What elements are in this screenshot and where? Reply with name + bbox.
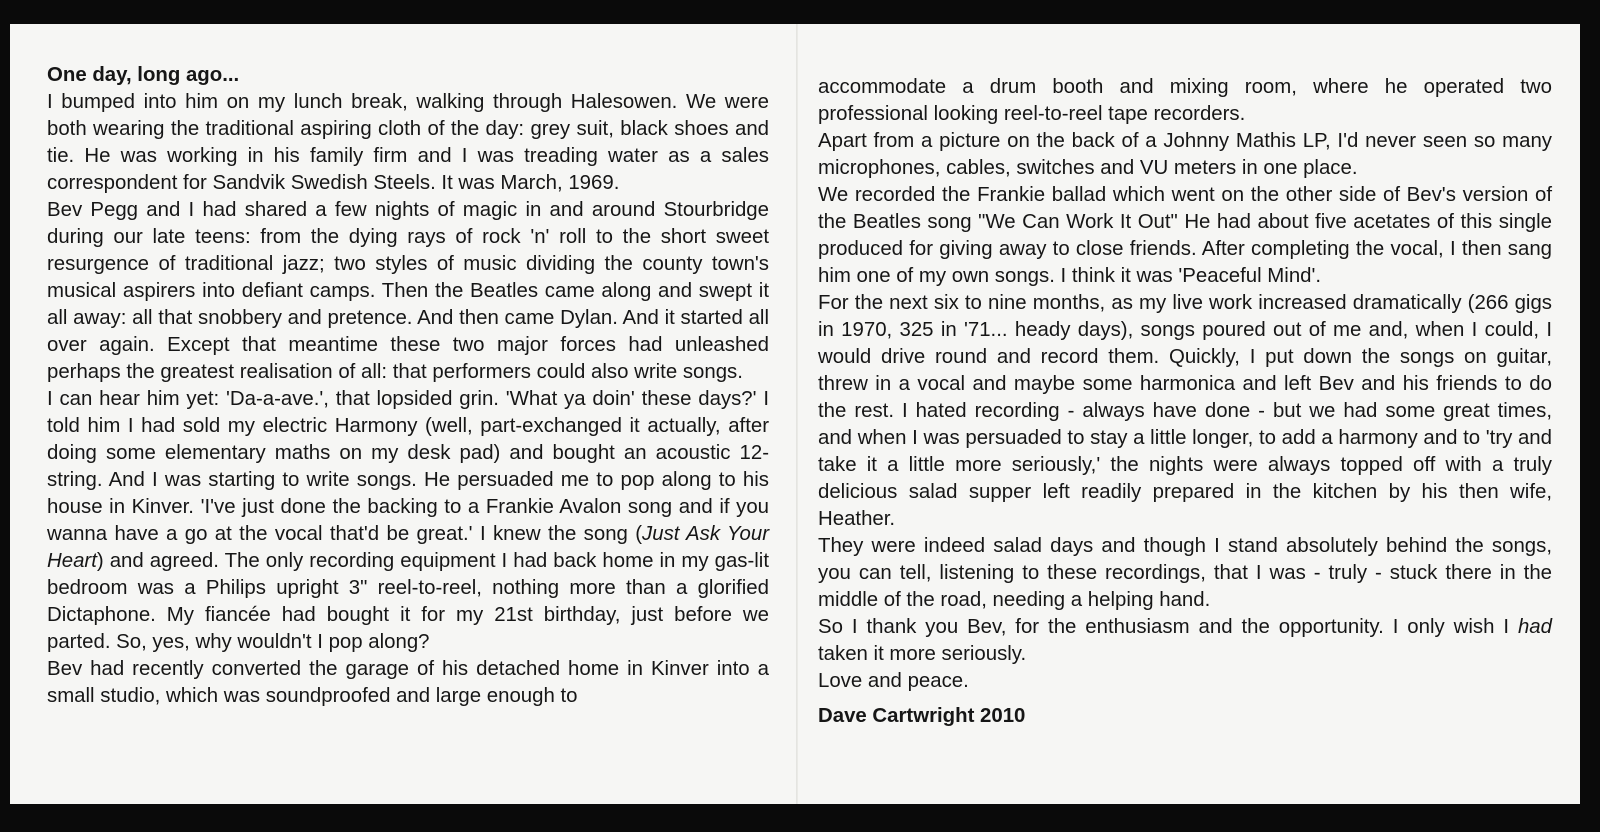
signature: Dave Cartwright 2010	[818, 705, 1026, 727]
paragraph-9-text-a: So I thank you Bev, for the enthusiasm and the opportunity. I only wish I	[818, 616, 1518, 638]
paragraph-4: Bev had recently converted the garage of his detached home in Kinver into a small studio, which was soundproofed and large enough to	[47, 658, 769, 707]
paragraph-6: We recorded the Frankie ballad which went on the other side of Bev's version of the Beatles song "We Can Work It Out" He had about five acetates of this single produced for giving away to close friends. After completing the vocal, I then sang him one of my own songs. I think it was 'Peaceful Mind'.	[818, 184, 1552, 287]
song-title: Just Ask Your Heart	[47, 523, 769, 572]
paragraph-3	[47, 386, 769, 656]
emphasis-had: had	[1517, 616, 1552, 638]
heading: One day, long ago...	[47, 64, 240, 86]
paragraph-9-text-b: taken it more seriously.	[818, 643, 1027, 665]
left-column	[47, 62, 769, 710]
paragraph-7: For the next six to nine months, as my live work increased dramatically (266 gigs in 1970, 325 in '71... heady days), songs poured out of me and, when I could, I would drive round and record them. Quickly, I put down the songs on guitar, threw in a vocal and maybe some harmonica and left Bev and his friends to do the rest. I hated recording - always have done - but we had some great times, and when I was persuaded to stay a little longer, to add a harmony and to 'try and take it a little more seriously,' the nights were always topped off with a truly delicious salad supper left readily prepared in the kitchen by his then wife, Heather.	[818, 292, 1552, 530]
sign-off: Love and peace.	[818, 670, 969, 692]
right-column	[818, 74, 1552, 730]
paragraph-1: I bumped into him on my lunch break, walking through Halesowen. We were both wearing the traditional aspiring cloth of the day: grey suit, black shoes and tie. He was working in his family firm and I was treading water as a sales correspondent for Sandvik Swedish Steels. It was March, 1969.	[47, 91, 769, 194]
paragraph-5: Apart from a picture on the back of a Johnny Mathis LP, I'd never seen so many microphones, cables, switches and VU meters in one place.	[818, 130, 1552, 179]
paragraph-3-text-a: I can hear him yet: 'Da-a-ave.', that lopsided grin. 'What ya doin' these days?' I told him I had sold my electric Harmony (well, part-exchanged it actually, after doing some elementary maths on my desk pad) and bought an acoustic 12-string. And I was starting to write songs. He persuaded me to pop along to his house in Kinver. 'I've just done the backing to a Frankie Avalon song and if you wanna have a go at the vocal that'd be great.' I knew the song (	[47, 388, 769, 545]
paragraph-2: Bev Pegg and I had shared a few nights of magic in and around Stourbridge during our late teens: from the dying rays of rock 'n' roll to the short sweet resurgence of traditional jazz; two styles of music dividing the county town's musical aspirers into defiant camps. Then the Beatles came along and swept it all away: all that snobbery and pretence. And then came Dylan. And it started all over again. Except that meantime these two major forces had unleashed perhaps the greatest realisation of all: that performers could also write songs.	[47, 199, 769, 383]
paragraph-4-continued: accommodate a drum booth and mixing room, where he operated two professional looking reel-to-reel tape recorders.	[818, 76, 1552, 125]
center-fold	[796, 24, 798, 804]
paragraph-3-text-b: ) and agreed. The only recording equipment I had back home in my gas-lit bedroom was a Philips upright 3" reel-to-reel, nothing more than a glorified Dictaphone. My fiancée had bought it for my 21st birthday, just before we parted. So, yes, why wouldn't I pop along?	[47, 550, 769, 653]
paragraph-8: They were indeed salad days and though I stand absolutely behind the songs, you can tell, listening to these recordings, that I was - truly - stuck there in the middle of the road, needing a helping hand.	[818, 535, 1552, 611]
paragraph-9	[818, 614, 1552, 668]
